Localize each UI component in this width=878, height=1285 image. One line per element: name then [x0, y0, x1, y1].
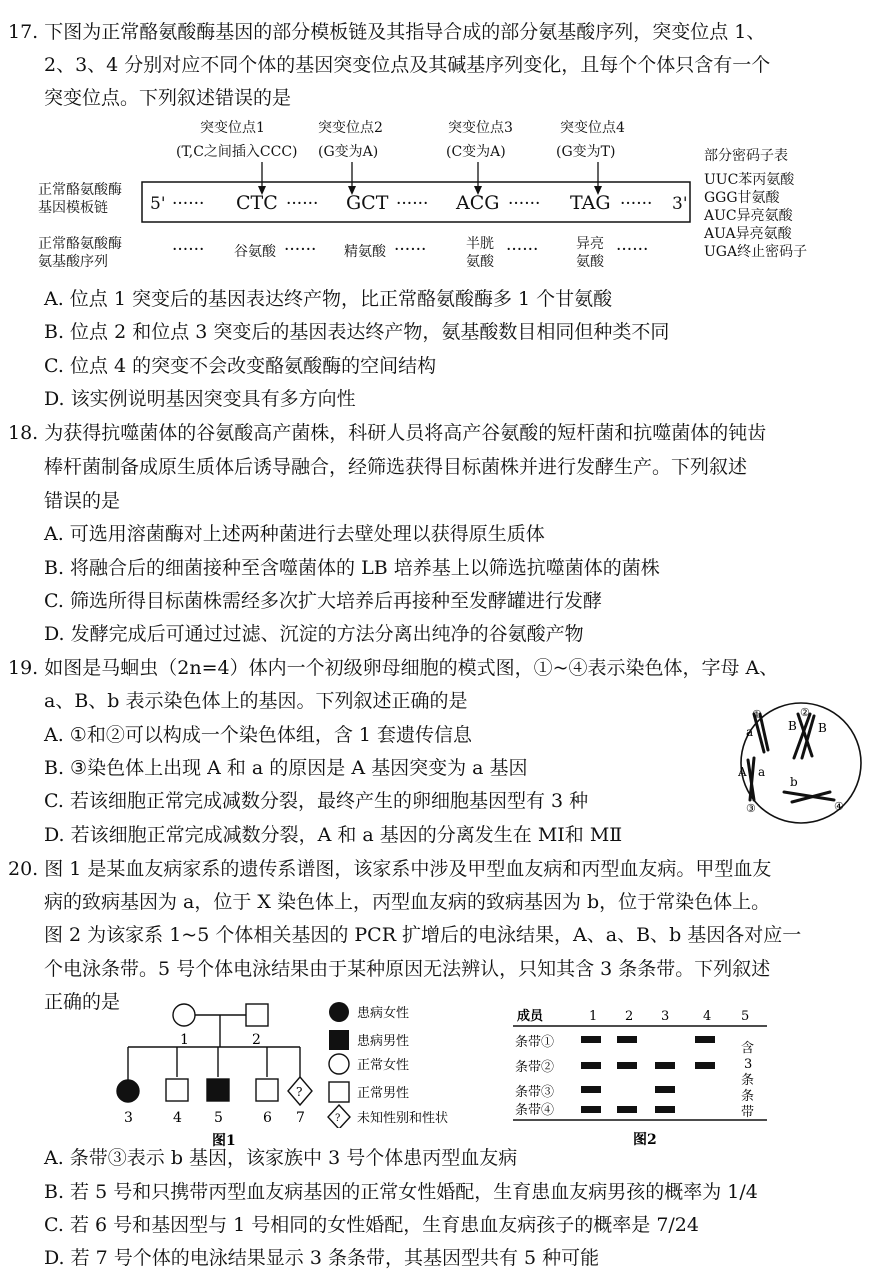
gel-band-row4-member3: [655, 1106, 675, 1113]
gel-row-3: 条带③: [515, 1085, 555, 1100]
pedigree-number-3: 3: [124, 1110, 133, 1126]
q19-option-d: D. 若该细胞正常完成减数分裂，A 和 a 基因的分离发生在 MⅠ和 MⅡ: [44, 824, 623, 846]
gel-header-3: 3: [661, 1009, 670, 1024]
q19-option-c: C. 若该细胞正常完成减数分裂，最终产生的卵细胞基因型有 3 种: [44, 790, 589, 812]
strand-dots-4: ······: [508, 194, 541, 214]
q17-stem-line1: 17. 下图为正常酪氨酸酶基因的部分模板链及其指导合成的部分氨基酸序列，突变位点 1、: [8, 21, 766, 43]
amino-dots-1: ······: [172, 240, 205, 260]
q18-option-b: B. 将融合后的细菌接种至含噬菌体的 LB 培养基上以筛选抗噬菌体的菌株: [44, 557, 660, 579]
pedigree-number-7: 7: [296, 1110, 305, 1126]
strand-five-prime: 5': [150, 194, 166, 214]
legend-normal-male: 正常男性: [357, 1086, 410, 1101]
site4-change: (G变为T): [556, 144, 616, 160]
person-4-normal-male: [166, 1079, 188, 1101]
cell-label-a-upper: a: [746, 725, 754, 739]
member5-text-3: 条: [741, 1073, 755, 1088]
legend-normal-male-symbol: [329, 1082, 349, 1102]
codon-table-row-2: GGG甘氨酸: [704, 190, 780, 206]
template-label-2: 基因模板链: [38, 200, 108, 216]
codon-table-row-5: UGA终止密码子: [704, 244, 808, 260]
strand-three-prime: 3': [672, 194, 688, 214]
q18-stem-line3: 错误的是: [44, 490, 121, 512]
gel-header-4: 4: [703, 1009, 712, 1024]
codon-table-row-4: AUA异亮氨酸: [704, 226, 792, 242]
codon-table-row-1: UUC苯丙氨酸: [704, 172, 795, 188]
amino-dots-3: ······: [394, 240, 427, 260]
codon-2: GCT: [346, 192, 389, 214]
figure-2-caption: 图2: [633, 1132, 657, 1148]
q20-option-b: B. 若 5 号和只携带丙型血友病基因的正常女性婚配，生育患血友病男孩的概率为 1/4: [44, 1181, 758, 1203]
cell-label-n4: ④: [834, 800, 844, 813]
cell-label-A: A: [738, 765, 747, 779]
codon-table-title: 部分密码子表: [704, 148, 788, 164]
amino-label-1: 正常酪氨酸酶: [38, 236, 122, 252]
person-5-affected-male: [207, 1079, 229, 1101]
q20-stem-line3: 图 2 为该家系 1~5 个体相关基因的 PCR 扩增后的电泳结果，A、a、B、b 基因各对应一: [44, 924, 802, 946]
cell-label-n3: ③: [746, 802, 756, 815]
amino-1: 谷氨酸: [234, 244, 276, 260]
amino-3b: 氨酸: [466, 254, 494, 270]
cell-label-B1: B: [788, 719, 797, 733]
person-7-question: ?: [296, 1085, 303, 1099]
q17-option-d: D. 该实例说明基因突变具有多方向性: [44, 388, 356, 410]
pedigree-figure-1: [110, 995, 340, 1150]
codon-table-row-3: AUC异亮氨酸: [704, 208, 793, 224]
strand-dots-3: ······: [396, 194, 429, 214]
gel-band-row2-member2: [617, 1062, 637, 1069]
q20-stem-line4: 个电泳条带。5 号个体电泳结果由于某种原因无法辨认，只知其含 3 条条带。下列叙述: [44, 958, 771, 980]
amino-dots-4: ······: [506, 240, 539, 260]
cell-label-B2: B: [818, 721, 827, 735]
strand-dots-5: ······: [620, 194, 653, 214]
legend-unknown-question: ?: [335, 1113, 341, 1124]
strand-dots-1: ······: [172, 194, 205, 214]
site3-change: (C变为A): [446, 144, 506, 160]
gel-band-row3-member1: [581, 1086, 601, 1093]
q18-stem-line2: 棒杆菌制备成原生质体后诱导融合，经筛选获得目标菌株并进行发酵生产。下列叙述: [44, 456, 748, 478]
gel-band-row2-member1: [581, 1062, 601, 1069]
gel-header-member: 成员: [517, 1009, 544, 1024]
amino-3a: 半胱: [466, 236, 494, 252]
gel-band-row1-member1: [581, 1036, 601, 1043]
q17-stem-line2: 2、3、4 分别对应不同个体的基因突变位点及其碱基序列变化，且每个个体只含有一个: [44, 54, 771, 76]
member5-text-4: 条: [741, 1089, 755, 1104]
q19-option-a: A. ①和②可以构成一个染色体组，含 1 套遗传信息: [44, 724, 473, 746]
pedigree-number-1: 1: [180, 1032, 189, 1048]
member5-text-1: 含: [741, 1041, 755, 1056]
pedigree-legend: [325, 1000, 485, 1128]
amino-dots-2: ······: [284, 240, 317, 260]
pedigree-number-4: 4: [173, 1110, 182, 1126]
amino-label-2: 氨基酸序列: [38, 254, 108, 270]
amino-4b: 氨酸: [576, 254, 604, 270]
legend-affected-male: 患病男性: [357, 1034, 410, 1049]
gel-header-5: 5: [741, 1009, 750, 1024]
q19-stem-line2: a、B、b 表示染色体上的基因。下列叙述正确的是: [44, 690, 468, 712]
person-3-affected-female: [117, 1080, 139, 1102]
codon-4: TAG: [570, 192, 611, 214]
q20-stem-line1: 20. 图 1 是某血友病家系的遗传系谱图，该家系中涉及甲型血友病和丙型血友病。甲型血友: [8, 858, 772, 880]
q18-option-c: C. 筛选所得目标菌株需经多次扩大培养后再接种至发酵罐进行发酵: [44, 590, 602, 612]
gel-band-row2-member4: [695, 1062, 715, 1069]
strand-dots-2: ······: [286, 194, 319, 214]
q19-stem-line1: 19. 如图是马蛔虫（2n=4）体内一个初级卵母细胞的模式图，①~④表示染色体，字母 A、: [8, 657, 779, 679]
member5-text-2: 3: [744, 1057, 753, 1072]
gel-row-1: 条带①: [515, 1035, 555, 1050]
member5-text-5: 带: [741, 1105, 755, 1120]
gel-figure-2: [505, 1002, 775, 1150]
legend-affected-male-symbol: [329, 1030, 349, 1050]
q20-option-c: C. 若 6 号和基因型与 1 号相同的女性婚配，生育患血友病孩子的概率是 7/24: [44, 1214, 699, 1236]
pedigree-number-6: 6: [263, 1110, 272, 1126]
q20-stem-line2: 病的致病基因为 a，位于 X 染色体上，丙型血友病的致病基因为 b，位于常染色体上。: [44, 891, 771, 913]
q18-option-a: A. 可选用溶菌酶对上述两种菌进行去壁处理以获得原生质体: [44, 523, 545, 545]
site1-label: 突变位点1: [200, 120, 265, 136]
q17-option-c: C. 位点 4 的突变不会改变酪氨酸酶的空间结构: [44, 355, 437, 377]
legend-normal-female: 正常女性: [357, 1058, 410, 1073]
q20-option-d: D. 若 7 号个体的电泳结果显示 3 条条带，其基因型共有 5 种可能: [44, 1247, 600, 1269]
person-1-normal-female: [173, 1004, 195, 1026]
amino-2: 精氨酸: [344, 244, 386, 260]
pedigree-number-2: 2: [252, 1032, 261, 1048]
q19-option-b: B. ③染色体上出现 A 和 a 的原因是 A 基因突变为 a 基因: [44, 757, 528, 779]
pedigree-number-5: 5: [214, 1110, 223, 1126]
site1-change: (T,C之间插入CCC): [176, 144, 298, 160]
template-label-1: 正常酪氨酸酶: [38, 182, 122, 198]
cell-label-n2: ②: [800, 706, 810, 719]
figure-1-caption: 图1: [212, 1133, 236, 1149]
q17-option-b: B. 位点 2 和位点 3 突变后的基因表达终产物，氨基酸数目相同但种类不同: [44, 321, 670, 343]
site4-label: 突变位点4: [560, 120, 625, 136]
person-2-normal-male: [246, 1004, 268, 1026]
cell-label-n1: ①: [752, 708, 762, 721]
gel-band-row2-member3: [655, 1062, 675, 1069]
gel-band-row3-member3: [655, 1086, 675, 1093]
gel-header-2: 2: [625, 1009, 634, 1024]
gel-row-4: 条带④: [515, 1103, 555, 1118]
gel-row-2: 条带②: [515, 1060, 555, 1075]
cell-label-b: b: [790, 775, 798, 789]
site3-label: 突变位点3: [448, 120, 513, 136]
q18-stem-line1: 18. 为获得抗噬菌体的谷氨酸高产菌株，科研人员将高产谷氨酸的短杆菌和抗噬菌体的钝齿: [8, 422, 767, 444]
q17-stem-line3: 突变位点。下列叙述错误的是: [44, 87, 292, 109]
legend-unknown: 未知性别和性状: [357, 1111, 449, 1126]
legend-affected-female: 患病女性: [357, 1006, 410, 1021]
cell-label-a-lower: a: [758, 765, 766, 779]
gel-band-row4-member2: [617, 1106, 637, 1113]
q20-option-a: A. 条带③表示 b 基因，该家族中 3 号个体患丙型血友病: [44, 1147, 518, 1169]
legend-affected-female-symbol: [329, 1002, 349, 1022]
amino-dots-5: ······: [616, 240, 649, 260]
site2-change: (G变为A): [318, 144, 379, 160]
codon-1: CTC: [236, 192, 278, 214]
gel-band-row1-member4: [695, 1036, 715, 1043]
gel-band-row4-member1: [581, 1106, 601, 1113]
gel-header-1: 1: [589, 1009, 598, 1024]
amino-4a: 异亮: [576, 236, 604, 252]
codon-3: ACG: [456, 192, 500, 214]
site2-label: 突变位点2: [318, 120, 383, 136]
person-6-normal-male: [256, 1079, 278, 1101]
gel-band-row1-member2: [617, 1036, 637, 1043]
legend-normal-female-symbol: [329, 1054, 349, 1074]
oocyte-cell-diagram: [738, 700, 864, 826]
q20-stem-line5: 正确的是: [44, 991, 121, 1013]
q18-option-d: D. 发酵完成后可通过过滤、沉淀的方法分离出纯净的谷氨酸产物: [44, 623, 584, 645]
q17-option-a: A. 位点 1 突变后的基因表达终产物，比正常酪氨酸酶多 1 个甘氨酸: [44, 288, 613, 310]
